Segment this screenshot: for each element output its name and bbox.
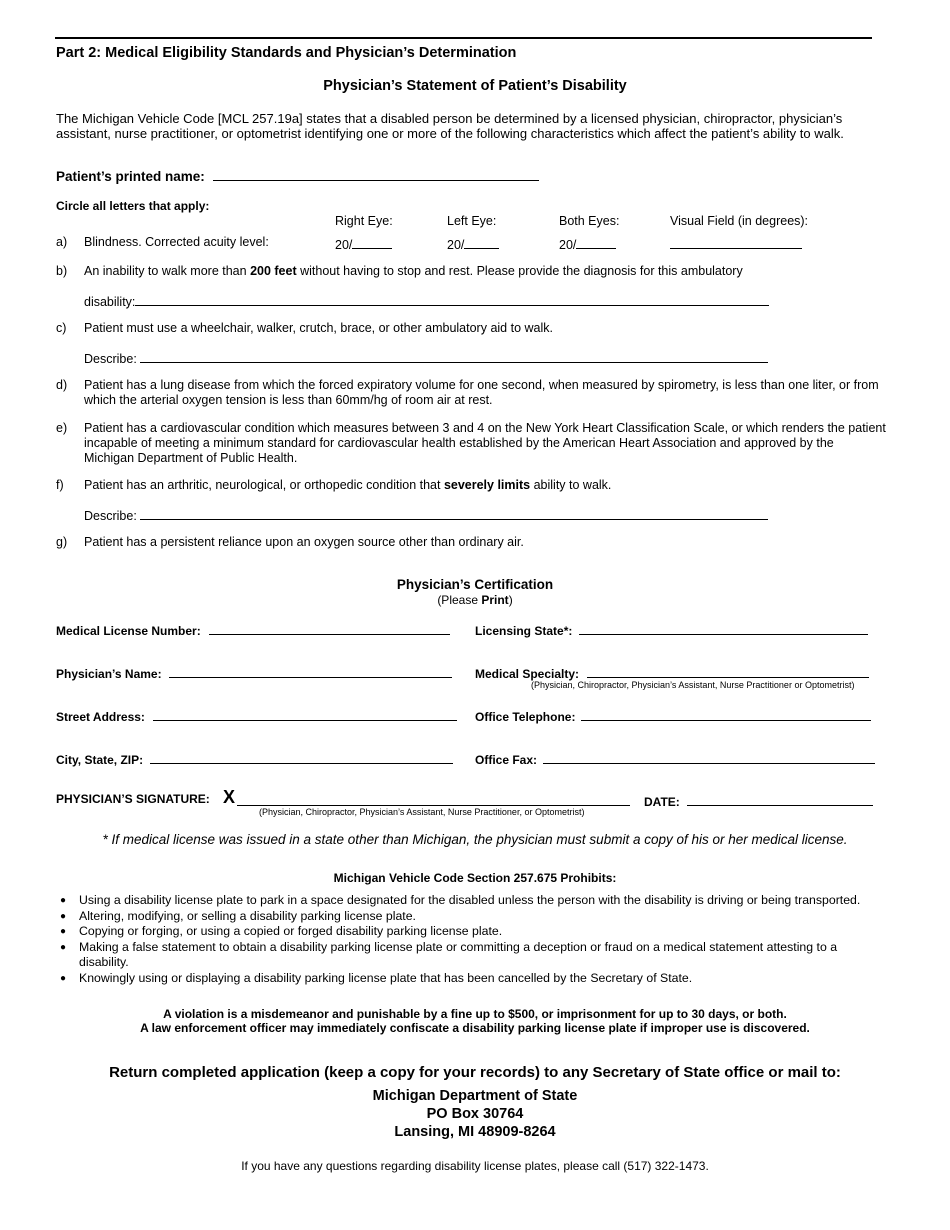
list-item: ● Using a disability license plate to park in a space designated for the disabled unless the person with the disability is driving or being transported. xyxy=(60,893,880,909)
signature-label: PHYSICIAN’S SIGNATURE: xyxy=(56,792,210,806)
physician-name-field[interactable] xyxy=(56,664,452,681)
item-f-text xyxy=(84,478,611,492)
specialty-note: (Physician, Chiropractor, Physician’s Assistant, Nurse Practitioner or Optometrist) xyxy=(531,680,855,690)
street-line[interactable] xyxy=(153,707,457,721)
item-g-text: Patient has a persistent reliance upon an oxygen source other than ordinary air. xyxy=(84,535,524,549)
licensing-state-field[interactable] xyxy=(475,621,868,638)
patient-name-line[interactable] xyxy=(213,167,539,181)
right-eye-field[interactable] xyxy=(335,235,392,252)
address-line-3: Lansing, MI 48909-8264 xyxy=(394,1124,556,1140)
date-field[interactable] xyxy=(644,792,873,809)
right-eye-prefix: 20/ xyxy=(335,238,353,252)
disability-label: disability: xyxy=(84,295,136,309)
telephone-label: Office Telephone: xyxy=(475,710,576,724)
item-e-letter[interactable]: e) xyxy=(56,421,68,435)
both-eyes-header: Both Eyes: xyxy=(559,214,620,228)
describe-c-field[interactable] xyxy=(84,349,768,366)
fax-field[interactable] xyxy=(475,750,875,767)
list-item: ● Altering, modifying, or selling a disability parking license plate. xyxy=(60,909,880,925)
city-line[interactable] xyxy=(150,750,453,764)
contact-note: If you have any questions regarding disability license plates, please call (517) 322-1473. xyxy=(241,1159,709,1173)
item-c-letter[interactable]: c) xyxy=(56,321,67,335)
list-item: ● Making a false statement to obtain a disability parking license plate or committing a deception or fraud on a medical statement attesting to a disability. xyxy=(60,940,880,971)
both-eyes-field[interactable] xyxy=(559,235,616,252)
date-label: DATE: xyxy=(644,795,680,809)
street-field[interactable] xyxy=(56,707,457,724)
disability-field[interactable] xyxy=(84,292,769,309)
describe-f-line[interactable] xyxy=(140,506,768,520)
statement-title: Physician’s Statement of Patient’s Disability xyxy=(323,78,627,94)
item-d-text: Patient has a lung disease from which the forced expiratory volume for one second, when measured by spirometry, is less than one liter, or from which the arterial oxygen tension is less than 60mm/hg of room air at rest. xyxy=(84,378,879,407)
both-eyes-line[interactable] xyxy=(576,235,616,249)
city-field[interactable] xyxy=(56,750,453,767)
item-b-text-post: without having to stop and rest. Please provide the diagnosis for this ambulatory xyxy=(296,264,743,278)
both-eyes-prefix: 20/ xyxy=(559,238,577,252)
top-rule xyxy=(55,37,872,39)
item-d-letter[interactable]: d) xyxy=(56,378,68,392)
right-eye-header: Right Eye: xyxy=(335,214,393,228)
city-label: City, State, ZIP: xyxy=(56,753,144,767)
license-number-field[interactable] xyxy=(56,621,450,638)
item-b-letter[interactable]: b) xyxy=(56,264,68,278)
item-a-text: Blindness. Corrected acuity level: xyxy=(84,235,269,249)
violation-line-1: A violation is a misdemeanor and punishable by a fine up to $500, or imprisonment for up to 30 days, or both. xyxy=(163,1007,787,1021)
item-b-text xyxy=(84,264,743,278)
item-g-letter[interactable]: g) xyxy=(56,535,68,549)
item-f-letter[interactable]: f) xyxy=(56,478,64,492)
physician-name-line[interactable] xyxy=(169,664,452,678)
item-b-text-bold: 200 feet xyxy=(250,264,297,278)
item-c-text: Patient must use a wheelchair, walker, crutch, brace, or other ambulatory aid to walk. xyxy=(84,321,553,335)
specialty-line[interactable] xyxy=(587,664,869,678)
left-eye-prefix: 20/ xyxy=(447,238,465,252)
visual-field-header: Visual Field (in degrees): xyxy=(670,214,809,228)
intro-paragraph: The Michigan Vehicle Code [MCL 257.19a] states that a disabled person be determined by a licensed physician, chiropractor, physician’s assistant, nurse practitioner, or optometrist identifying one or more of the following characteristics which affect the patient’s ability to walk. xyxy=(56,111,844,141)
license-number-label: Medical License Number: xyxy=(56,624,201,638)
return-instruction: Return completed application (keep a copy for your records) to any Secretary of State office or mail to: xyxy=(109,1064,841,1081)
item-a-letter[interactable]: a) xyxy=(56,235,68,249)
certification-title: Physician’s Certification xyxy=(396,577,554,592)
date-line[interactable] xyxy=(687,792,873,806)
physician-name-label: Physician’s Name: xyxy=(56,667,162,681)
left-eye-line[interactable] xyxy=(464,235,499,249)
please-bold: Print xyxy=(481,593,509,607)
left-eye-field[interactable] xyxy=(447,235,499,252)
circle-instruction: Circle all letters that apply: xyxy=(56,199,210,213)
item-f-text-bold: severely limits xyxy=(443,478,531,492)
address-line-2: PO Box 30764 xyxy=(426,1106,524,1122)
signature-note: (Physician, Chiropractor, Physician’s Assistant, Nurse Practitioner, or Optometrist) xyxy=(259,807,585,817)
signature-line[interactable] xyxy=(237,791,630,806)
please-pre: (Please xyxy=(437,593,482,607)
violation-line-2: A law enforcement officer may immediately confiscate a disability parking license plate if improper use is discovered. xyxy=(140,1021,810,1035)
specialty-label: Medical Specialty: xyxy=(475,667,580,681)
visual-field-line[interactable] xyxy=(670,235,802,249)
fax-label: Office Fax: xyxy=(475,753,538,767)
item-f-text-pre: Patient has an arthritic, neurological, or orthopedic condition that xyxy=(84,478,444,492)
disability-line[interactable] xyxy=(135,292,769,306)
license-footnote: * If medical license was issued in a state other than Michigan, the physician must submit a copy of his or her medical license. xyxy=(102,832,848,847)
telephone-line[interactable] xyxy=(581,707,871,721)
right-eye-line[interactable] xyxy=(352,235,392,249)
describe-f-label: Describe: xyxy=(84,509,137,523)
item-f-text-post: ability to walk. xyxy=(530,478,612,492)
licensing-state-label: Licensing State*: xyxy=(475,624,573,638)
describe-f-field[interactable] xyxy=(84,506,768,523)
license-number-line[interactable] xyxy=(209,621,450,635)
licensing-state-line[interactable] xyxy=(579,621,868,635)
item-e-text: Patient has a cardiovascular condition which measures between 3 and 4 on the New York Heart Classification Scale, or which renders the patient incapable of meeting a minimum standard for cardiovascular health established by the American Heart Association and approved by the Michigan Department of Public Health. xyxy=(84,421,886,465)
list-item: ● Knowingly using or displaying a disability parking license plate that has been cancelled by the Secretary of State. xyxy=(60,971,880,987)
left-eye-header: Left Eye: xyxy=(447,214,497,228)
patient-name-label: Patient’s printed name: xyxy=(56,169,205,184)
part-title: Part 2: Medical Eligibility Standards and Physician’s Determination xyxy=(56,45,517,61)
fax-line[interactable] xyxy=(543,750,875,764)
telephone-field[interactable] xyxy=(475,707,871,724)
specialty-field[interactable] xyxy=(475,664,869,681)
prohibits-title: Michigan Vehicle Code Section 257.675 Prohibits: xyxy=(333,871,617,885)
describe-c-label: Describe: xyxy=(84,352,137,366)
prohibits-list xyxy=(60,893,880,986)
visual-field-input[interactable] xyxy=(670,235,802,252)
item-b-text-pre: An inability to walk more than xyxy=(84,264,251,278)
describe-c-line[interactable] xyxy=(140,349,768,363)
signature-x-mark: X xyxy=(223,787,236,807)
please-print-note xyxy=(0,593,950,607)
street-label: Street Address: xyxy=(56,710,145,724)
list-item: ● Copying or forging, or using a copied or forged disability parking license plate. xyxy=(60,924,880,940)
address-line-1: Michigan Department of State xyxy=(372,1088,578,1104)
patient-name-field[interactable] xyxy=(56,167,539,184)
please-post: ) xyxy=(508,593,513,607)
